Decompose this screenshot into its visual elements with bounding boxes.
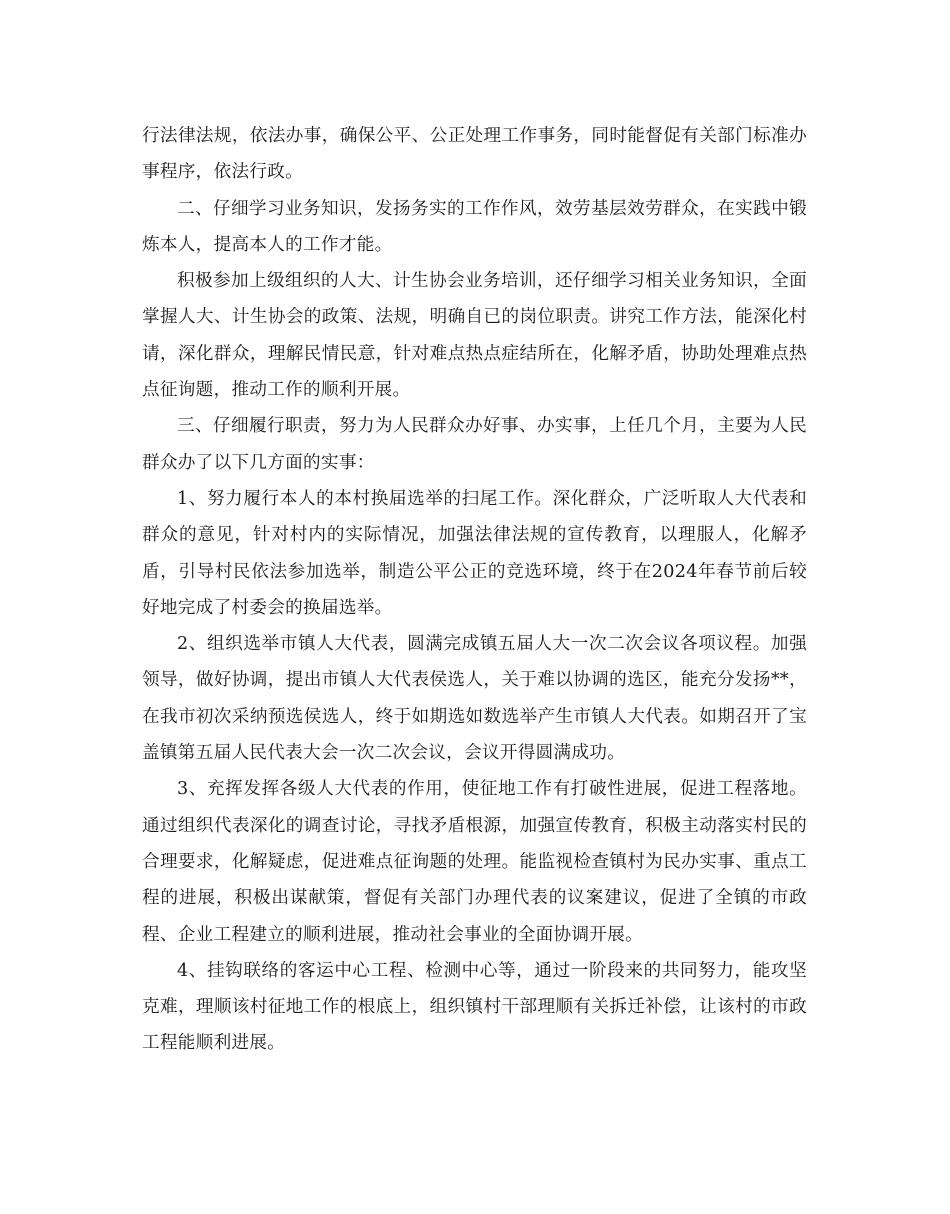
paragraph-section-3-heading: 三、仔细履行职责，努力为人民群众办好事、办实事，上任几个月，主要为人民群众办了以下几方面的实事： [142,416,807,473]
paragraph-training: 积极参加上级组织的人大、计生协会业务培训，还仔细学习相关业务知识，全面掌握人大、计生协会的政策、法规，明确自已的岗位职责。讲究工作方法，能深化村请，深化群众，理解民情民意，针对难点热点症结所在，化解矛盾，协助处理难点热点征询题，推动工作的顺利开展。 [142,271,807,401]
paragraph-continuation: 行法律法规，依法办事，确保公平、公正处理工作事务，同时能督促有关部门标准办事程序，依法行政。 [142,126,807,183]
paragraph-item-3: 3、充挥发挥各级人大代表的作用，使征地工作有打破性进展，促进工程落地。通过组织代表深化的调查讨论，寻找矛盾根源，加强宣传教育，积极主动落实村民的合理要求，化解疑虑，促进难点征询题的处理。能监视检查镇村为民办实事、重点工程的进展，积极出谋献策，督促有关部门办理代表的议案建议，促进了全镇的市政程、企业工程建立的顺利进展，推动社会事业的全面协调开展。 [142,779,807,945]
paragraph-item-2: 2、组织选举市镇人大代表，圆满完成镇五届人大一次二次会议各项议程。加强领导，做好协调，提出市镇人大代表侯选人，关于难以协调的选区，能充分发扬**，在我市初次采纳预选侯选人，终于如期选如数选举产生市镇人大代表。如期召开了宝盖镇第五届人民代表大会一次二次会议，会议开得圆满成功。 [142,634,807,764]
paragraph-item-1: 1、努力履行本人的本村换届选举的扫尾工作。深化群众，广泛听取人大代表和群众的意见，针对村内的实际情况，加强法律法规的宣传教育，以理服人，化解矛盾，引导村民依法参加选举，制造公平公正的竞选环境，终于在2024年春节前后较好地完成了村委会的换届选举。 [142,488,807,618]
document-body [142,118,807,1062]
paragraph-section-2-heading: 二、仔细学习业务知识，发扬务实的工作作风，效劳基层效劳群众，在实践中锻炼本人，提高本人的工作才能。 [142,198,807,255]
paragraph-item-4: 4、挂钩联络的客运中心工程、检测中心等，通过一阶段来的共同努力，能攻坚克难，理顺该村征地工作的根底上，组织镇村干部理顺有关拆迁补偿，让该村的市政工程能顺利进展。 [142,960,807,1054]
